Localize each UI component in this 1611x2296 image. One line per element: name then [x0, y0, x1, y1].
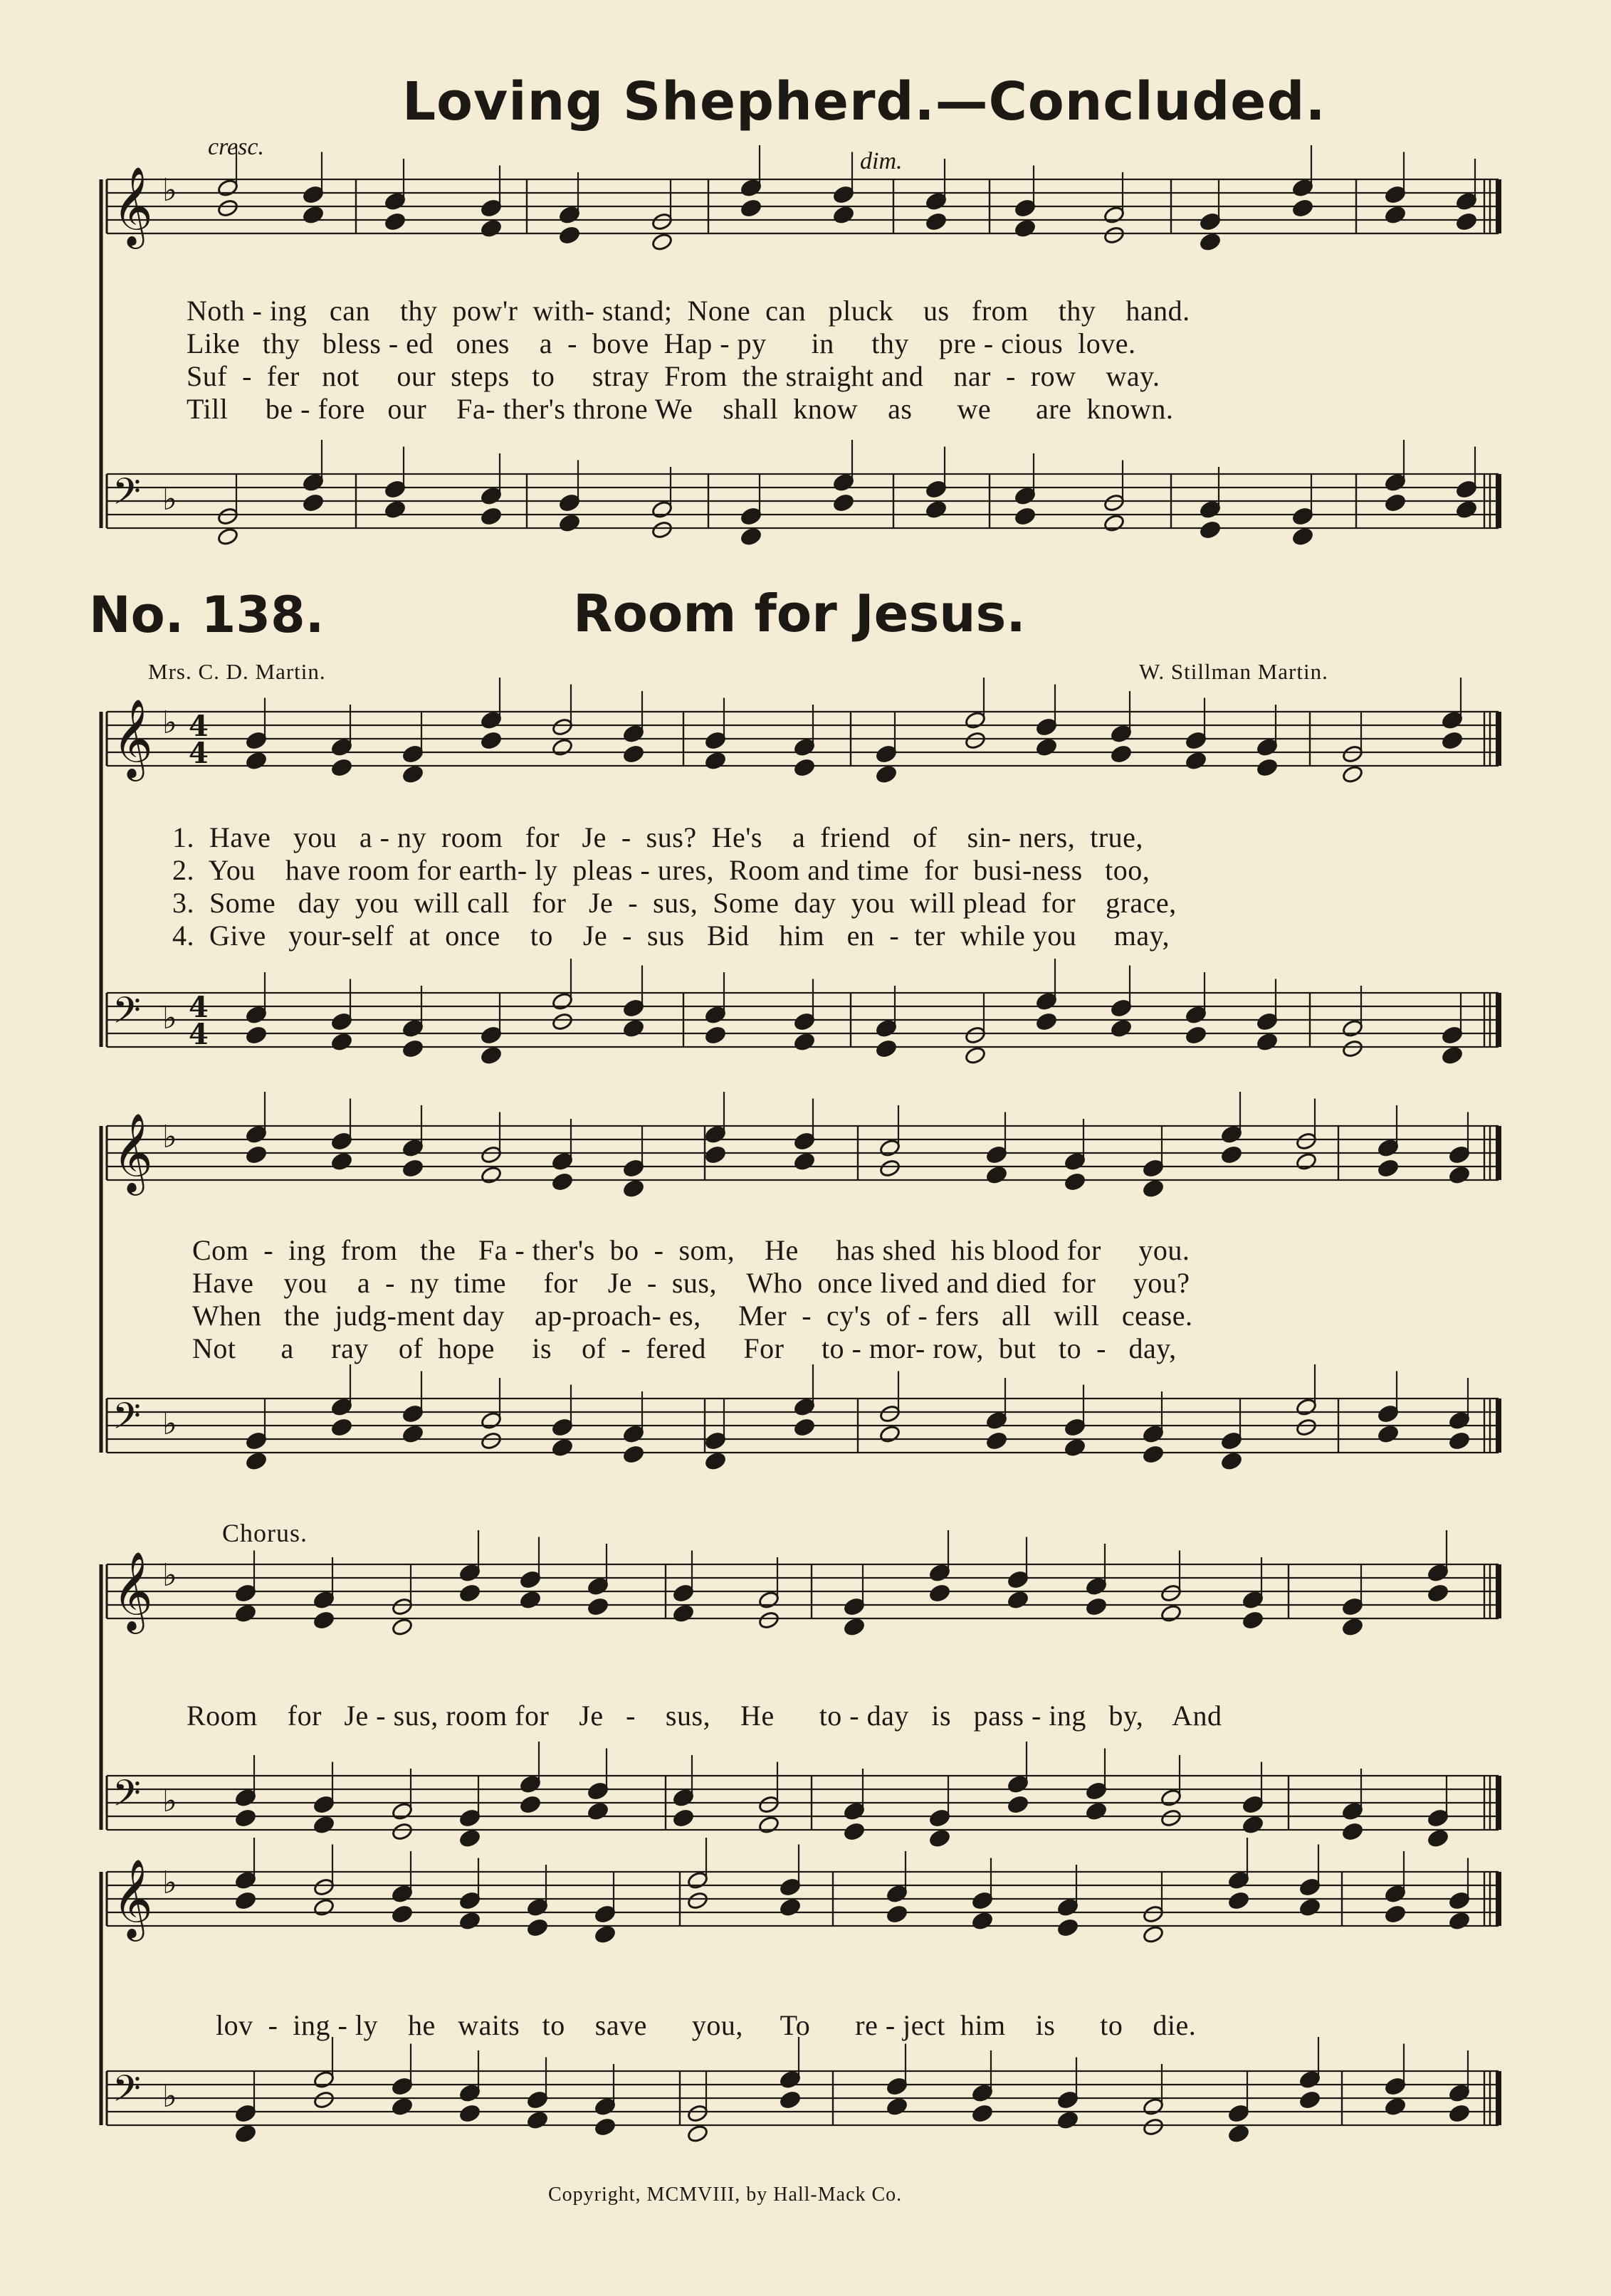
flat-icon: ♭ [162, 2078, 177, 2115]
note-head [480, 1046, 502, 1065]
note-head [985, 1431, 1007, 1450]
note-head [886, 1905, 908, 1924]
note-head [1064, 1438, 1086, 1457]
flat-icon: ♭ [162, 1557, 177, 1594]
note-head [1341, 1617, 1363, 1636]
note-head [594, 1924, 616, 1944]
note-head [704, 751, 726, 770]
lyric-line: 1. Have you a - ny room for Je - sus? He's a friend of sin- ners, true, [172, 821, 1143, 853]
note-head [832, 493, 854, 512]
flat-icon: ♭ [162, 481, 177, 517]
final-barline [1496, 2071, 1501, 2125]
note-head [1085, 1801, 1107, 1821]
note-head [843, 1822, 865, 1841]
note-head [526, 2110, 548, 2129]
note-head [928, 1584, 950, 1603]
note-head [779, 2090, 801, 2110]
note-head [1377, 1424, 1399, 1443]
note-head [551, 1172, 573, 1191]
note-head [1110, 1018, 1132, 1038]
note-head [651, 520, 673, 539]
note-head [1448, 1911, 1470, 1930]
note-head [1160, 1603, 1182, 1623]
time-signature: 4 [189, 991, 209, 1024]
hymn-number: No. 138. [89, 586, 325, 644]
note-head [551, 1438, 573, 1457]
note-head [1427, 1828, 1449, 1848]
note-head [740, 199, 762, 218]
note-head [686, 2124, 708, 2143]
note-head [1110, 744, 1132, 764]
note-head [330, 1032, 352, 1051]
note-head [971, 1911, 993, 1930]
note-head [925, 500, 947, 519]
lyric-line: Suf - fer not our steps to stray From the straight and nar - row way. [187, 360, 1160, 392]
note-head [622, 744, 644, 764]
note-head [1103, 513, 1125, 532]
note-head [672, 1603, 694, 1623]
final-barline [1496, 179, 1501, 233]
note-head [1384, 205, 1406, 224]
note-head [1014, 507, 1036, 526]
lyric-line: Com - ing from the Fa - ther's bo - som, He has shed his blood for you. [192, 1234, 1190, 1266]
note-head [558, 226, 580, 245]
note-head [1064, 1172, 1086, 1191]
note-head [1341, 1039, 1363, 1058]
treble-clef-icon: 𝄞 [112, 1112, 153, 1192]
final-barline [1496, 1399, 1501, 1453]
note-head [1056, 2110, 1079, 2129]
bass-clef-icon: 𝄢 [112, 1771, 141, 1823]
note-head [1142, 2117, 1164, 2137]
note-head [1448, 1165, 1470, 1184]
running-title: Loving Shepherd.—Concluded. [402, 71, 1326, 132]
note-head [245, 1145, 267, 1164]
note-head [878, 1424, 901, 1443]
cresc-marking: cresc. [208, 134, 264, 160]
flat-icon: ♭ [162, 1000, 177, 1036]
note-head [402, 764, 424, 784]
treble-clef-icon: 𝄞 [112, 1858, 153, 1938]
lyric-line: Have you a - ny time for Je - sus, Who once lived and died for you? [192, 1267, 1190, 1299]
note-head [925, 212, 947, 231]
note-head [875, 764, 897, 784]
note-head [1160, 1808, 1182, 1828]
note-head [1384, 493, 1406, 512]
final-barline [1496, 993, 1501, 1047]
lyricist-credit: Mrs. C. D. Martin. [148, 659, 326, 684]
note-head [391, 2097, 413, 2116]
note-head [622, 1018, 644, 1038]
chorus-lyric-line: lov - ing - ly he waits to save you, To re - ject him is to die. [216, 2009, 1197, 2041]
note-head [245, 751, 267, 770]
note-head [245, 1026, 267, 1045]
note-head [740, 527, 762, 546]
note-head [551, 1012, 573, 1031]
flat-icon: ♭ [162, 172, 177, 209]
note-head [1199, 520, 1221, 539]
final-barline [1496, 1126, 1501, 1180]
note-head [1298, 2090, 1321, 2110]
note-head [1291, 527, 1313, 546]
note-head [234, 1808, 256, 1828]
lyric-line: Not a ray of hope is of - fered For to - mor- row, but to - day, [192, 1332, 1177, 1364]
lyric-line: 4. Give your-self at once to Je - sus Bid him en - ter while you may, [172, 920, 1170, 952]
time-signature: 4 [189, 710, 209, 743]
lyric-line: When the judg-ment day ap-proach- es, Mer - cy's of - fers all will cease. [192, 1300, 1193, 1332]
note-head [843, 1617, 865, 1636]
bass-clef-icon: 𝄢 [112, 470, 141, 522]
flat-icon: ♭ [162, 705, 177, 741]
note-head [1295, 1418, 1317, 1437]
note-head [779, 1897, 801, 1917]
lyric-line: Till be - fore our Fa- ther's throne We shall know as we are known. [187, 393, 1174, 425]
note-head [1242, 1815, 1264, 1834]
note-head [519, 1795, 541, 1814]
note-head [234, 1891, 256, 1910]
note-head [793, 758, 815, 777]
note-head [622, 1445, 644, 1464]
note-head [234, 1603, 256, 1623]
note-head [1441, 731, 1463, 750]
note-head [1256, 758, 1278, 777]
note-head [245, 1451, 267, 1470]
note-head [964, 1046, 986, 1065]
note-head [384, 212, 406, 231]
time-signature: 4 [189, 737, 209, 770]
note-head [878, 1159, 901, 1178]
note-head [622, 1179, 644, 1198]
note-head [313, 1611, 335, 1630]
final-barline [1496, 712, 1501, 766]
note-head [1427, 1584, 1449, 1603]
note-head [686, 1891, 708, 1910]
note-head [1085, 1597, 1107, 1616]
note-head [1220, 1451, 1242, 1470]
note-head [651, 232, 673, 251]
note-head [1291, 199, 1313, 218]
note-head [1384, 1905, 1406, 1924]
note-head [1035, 737, 1057, 757]
note-head [551, 737, 573, 757]
note-head [526, 1918, 548, 1937]
note-head [1384, 2097, 1406, 2116]
note-head [391, 1905, 413, 1924]
flat-icon: ♭ [162, 1865, 177, 1901]
note-head [1455, 212, 1477, 231]
note-head [793, 1152, 815, 1171]
note-head [886, 2097, 908, 2116]
note-head [1455, 500, 1477, 519]
lyric-line: 2. You have room for earth- ly pleas - ures, Room and time for busi-ness too, [172, 854, 1150, 886]
note-head [558, 513, 580, 532]
final-barline [1496, 1776, 1501, 1830]
note-head [1007, 1590, 1029, 1609]
note-head [1142, 1179, 1164, 1198]
note-head [1298, 1897, 1321, 1917]
note-head [672, 1808, 694, 1828]
note-head [330, 758, 352, 777]
note-head [402, 1039, 424, 1058]
note-head [587, 1801, 609, 1821]
note-head [216, 527, 238, 546]
note-head [1007, 1795, 1029, 1814]
lyric-line: Noth - ing can thy pow'r with- stand; None can pluck us from thy hand. [187, 295, 1190, 327]
flat-icon: ♭ [162, 1406, 177, 1442]
note-head [1341, 764, 1363, 784]
note-head [832, 205, 854, 224]
note-head [875, 1039, 897, 1058]
note-head [384, 500, 406, 519]
treble-clef-icon: 𝄞 [112, 698, 153, 778]
note-head [971, 2104, 993, 2123]
note-head [402, 1424, 424, 1443]
final-barline [1496, 474, 1501, 528]
note-head [480, 218, 502, 238]
note-head [1256, 1032, 1278, 1051]
note-head [1377, 1159, 1399, 1178]
note-head [1448, 2104, 1470, 2123]
final-barline [1496, 1564, 1501, 1618]
note-head [1448, 1431, 1470, 1450]
note-head [1103, 226, 1125, 245]
bass-clef-icon: 𝄢 [112, 2067, 141, 2119]
note-head [704, 1451, 726, 1470]
note-head [757, 1611, 780, 1630]
note-head [480, 1431, 502, 1450]
note-head [587, 1597, 609, 1616]
note-head [458, 2104, 481, 2123]
treble-clef-icon: 𝄞 [112, 1551, 153, 1631]
note-head [302, 205, 324, 224]
flat-icon: ♭ [162, 1119, 177, 1155]
note-head [594, 2117, 616, 2137]
note-head [1295, 1152, 1317, 1171]
note-head [1185, 751, 1207, 770]
note-head [234, 2124, 256, 2143]
note-head [704, 1145, 726, 1164]
note-head [1441, 1046, 1463, 1065]
bass-clef-icon: 𝄢 [112, 1394, 141, 1446]
note-head [1242, 1611, 1264, 1630]
note-head [330, 1152, 352, 1171]
lyric-line: 3. Some day you will call for Je - sus, Some day you will plead for grace, [172, 887, 1177, 919]
note-head [302, 493, 324, 512]
note-head [928, 1828, 950, 1848]
note-head [519, 1590, 541, 1609]
note-head [480, 507, 502, 526]
note-head [985, 1165, 1007, 1184]
note-head [458, 1911, 481, 1930]
lyric-line: Like thy bless - ed ones a - bove Hap - py in thy pre - cious love. [187, 327, 1136, 359]
note-head [216, 199, 238, 218]
note-head [1341, 1822, 1363, 1841]
note-head [793, 1032, 815, 1051]
flat-icon: ♭ [162, 1783, 177, 1819]
note-head [757, 1815, 780, 1834]
note-head [1142, 1924, 1164, 1944]
note-head [1035, 1012, 1057, 1031]
treble-clef-icon: 𝄞 [112, 166, 153, 246]
dim-marking: dim. [860, 148, 903, 174]
note-head [704, 1026, 726, 1045]
copyright-notice: Copyright, MCMVIII, by Hall-Mack Co. [548, 2184, 903, 2206]
note-head [458, 1584, 481, 1603]
note-head [964, 731, 986, 750]
note-head [391, 1617, 413, 1636]
final-barline [1496, 1872, 1501, 1926]
bass-clef-icon: 𝄢 [112, 989, 141, 1041]
composer-credit: W. Stillman Martin. [1139, 659, 1328, 684]
note-head [1056, 1918, 1079, 1937]
note-head [402, 1159, 424, 1178]
note-head [1199, 232, 1221, 251]
chorus-label: Chorus. [222, 1519, 308, 1547]
note-head [391, 1822, 413, 1841]
note-head [313, 1815, 335, 1834]
chorus-lyric-line: Room for Je - sus, room for Je - sus, He to - day is pass - ing by, And [187, 1700, 1222, 1732]
note-head [1220, 1145, 1242, 1164]
hymn-title: Room for Jesus. [573, 584, 1026, 643]
note-head [330, 1418, 352, 1437]
note-head [1142, 1445, 1164, 1464]
note-head [313, 1897, 335, 1917]
note-head [313, 2090, 335, 2110]
note-head [458, 1828, 481, 1848]
time-signature: 4 [189, 1018, 209, 1051]
note-head [480, 731, 502, 750]
note-head [1185, 1026, 1207, 1045]
note-head [1014, 218, 1036, 238]
note-head [480, 1165, 502, 1184]
note-head [1227, 2124, 1249, 2143]
note-head [793, 1418, 815, 1437]
note-head [1227, 1891, 1249, 1910]
